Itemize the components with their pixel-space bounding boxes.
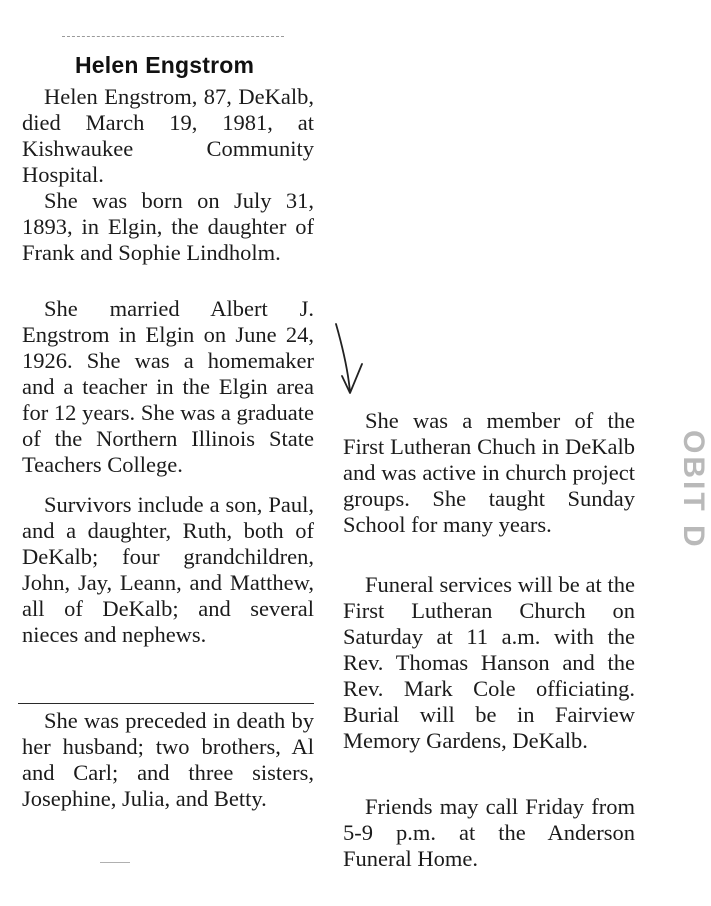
obit-stamp-text: OBIT D (677, 430, 710, 550)
column-divider-line (18, 703, 314, 704)
paragraph-birth: She was born on July 31, 1893, in Elgin, the daughter of Frank and Sophie Lindholm. (22, 188, 314, 265)
paragraph-death-notice: Helen Engstrom, 87, DeKalb, died March 19, 1981, at Kishwaukee Community Hospital. (22, 84, 314, 187)
paragraph-church-membership: She was a member of the First Lutheran Chuch in DeKalb and was active in church project groups. She taught Sunday School for many years. (343, 408, 635, 537)
obit-stamp (677, 430, 711, 570)
paragraph-marriage-career: She married Albert J. Engstrom in Elgin on June 24, 1926. She was a homemaker and a teacher in the Elgin area for 12 years. She was a graduate of the Northern Illinois State Teachers College. (22, 296, 314, 477)
paragraph-funeral-services: Funeral services will be at the First Lutheran Church on Saturday at 11 a.m. with the Rev. Thomas Hanson and the Rev. Mark Cole officiating. Burial will be in Fairview Memory Gardens, DeKalb. (343, 572, 635, 753)
paragraph-visitation: Friends may call Friday from 5-9 p.m. at the Anderson Funeral Home. (343, 794, 635, 871)
left-column-continued (22, 708, 314, 812)
left-column (22, 84, 314, 702)
paragraph-survivors: Survivors include a son, Paul, and a daughter, Ruth, both of DeKalb; four grandchildren, John, Jay, Leann, and Matthew, all of DeKalb; and several nieces and nephews. (22, 492, 314, 647)
top-rule (62, 36, 284, 37)
handwritten-arrow-icon (330, 320, 370, 400)
right-column (343, 408, 635, 872)
bottom-mark (100, 862, 130, 863)
paragraph-preceded-in-death: She was preceded in death by her husband; two brothers, Al and Carl; and three sisters, Josephine, Julia, and Betty. (22, 708, 314, 811)
obituary-headline: Helen Engstrom (75, 52, 255, 78)
